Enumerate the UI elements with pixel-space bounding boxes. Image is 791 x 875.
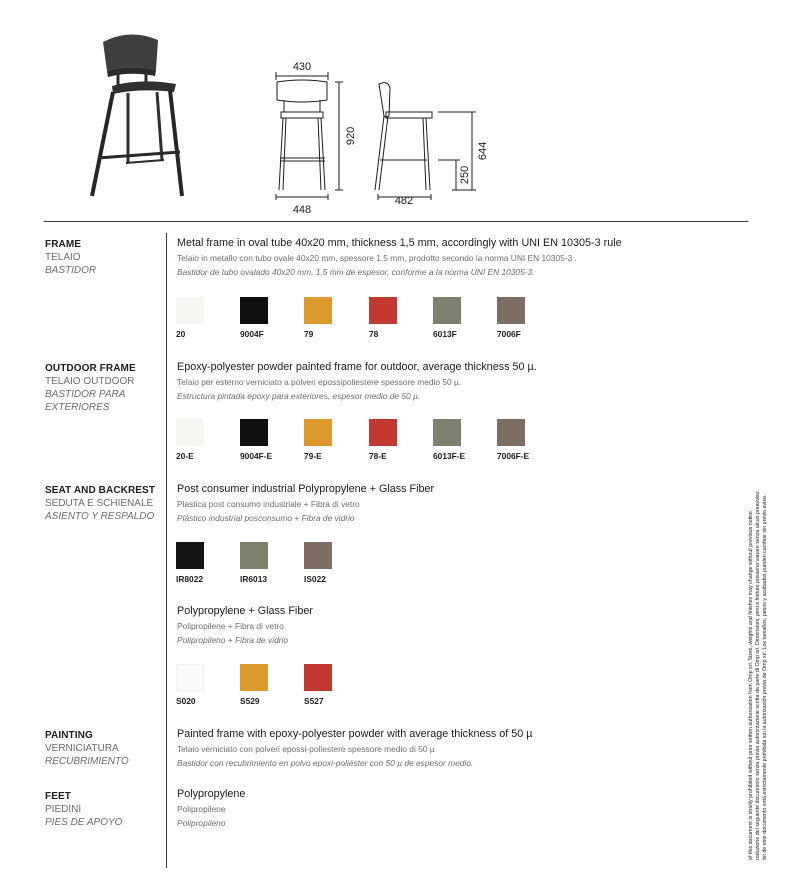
swatch-chip: [176, 542, 204, 569]
swatch-code: 7006F: [497, 329, 521, 339]
seat-description-pp: Polypropylene + Glass Fiber Polipropilene + Fibra di vetro Polipropileno + Fibra de vidrio: [177, 605, 313, 645]
swatch-chip: [176, 419, 204, 446]
swatch: [240, 664, 304, 706]
swatch-code: 9004F: [240, 329, 264, 339]
swatch-code: 78: [369, 329, 379, 339]
seat-description: Post consumer industrial Polypropylene + Glass Fiber Plastica post consumo industriale + Fibra di vetro Plástico industrial posconsumo + Fibra de vidrio: [177, 483, 435, 523]
feet-description: Polypropylene Polipropilene Polipropileno: [177, 788, 246, 828]
swatch-chip: [433, 419, 461, 446]
swatch: [369, 297, 433, 339]
swatch: [433, 297, 497, 339]
swatch: [176, 297, 240, 339]
frame-description: Metal frame in oval tube 40x20 mm, thickness 1,5 mm, accordingly with UNI EN 10305-3 rule Telaio in metallo con tubo ovale 40x20 mm, spessore 1,5 mm, prodotto secondo la norma UNI EN 10305-3 . Bastidor de tubo ovalado 40x20 mm, 1,5 mm de espesor, conforme a la norma UNI EN 10305-3.: [177, 237, 622, 277]
swatch-code: 79: [304, 329, 314, 339]
swatch-code: 79-E: [304, 451, 322, 461]
swatch-chip: [433, 297, 461, 324]
swatch: [433, 419, 497, 461]
swatch: [304, 542, 368, 584]
feet-label: FEET PIEDINI PIES DE APOYO: [45, 791, 123, 828]
swatch-chip: [240, 664, 268, 691]
swatch: [240, 542, 304, 584]
swatch-code: 9004F-E: [240, 451, 273, 461]
legal-note: [748, 300, 788, 860]
swatch-chip: [176, 664, 204, 691]
swatch-chip: [304, 542, 332, 569]
stool-photo: [92, 34, 182, 196]
swatch-code: 7006F-E: [497, 451, 530, 461]
seat-label: SEAT AND BACKREST SEDUTA E SCHIENALE ASIENTO Y RESPALDO: [45, 485, 156, 522]
swatch-chip: [304, 419, 332, 446]
swatch: [497, 419, 561, 461]
swatch-code: S020: [176, 696, 196, 706]
dim-footrest-height: 250: [459, 165, 471, 185]
swatch-code: 20: [176, 329, 186, 339]
swatch: [304, 297, 368, 339]
dim-base-depth: 482: [394, 195, 414, 207]
swatch: [176, 542, 240, 584]
product-illustrations: [0, 0, 791, 222]
swatch-chip: [497, 297, 525, 324]
swatch: [497, 297, 561, 339]
swatch-chip: [240, 542, 268, 569]
dim-total-height: 920: [345, 126, 357, 146]
dim-seat-width: 430: [292, 61, 312, 73]
legal-note-es: ón de este documento está estrictamente prohibida sin la autorización previa de Omp srl. Los tamaños, pesos y acabados pueden cambiar sin previo aviso.: [762, 494, 768, 860]
header-divider: [44, 221, 748, 222]
dim-base-width: 448: [292, 204, 312, 216]
swatch: [240, 419, 304, 461]
dim-seat-height: 644: [477, 141, 489, 161]
swatch-chip: [176, 297, 204, 324]
swatch-chip: [304, 664, 332, 691]
swatch: [304, 664, 368, 706]
swatch-code: 6013F: [433, 329, 457, 339]
swatch-code: 20-E: [176, 451, 194, 461]
frame-label: FRAME TELAIO BASTIDOR: [45, 239, 97, 276]
swatch-code: IS022: [304, 574, 326, 584]
painting-description: Painted frame with epoxy-polyester powder with average thickness of 50 µ Telaio verniciato con polveri epossi-poliestere spessore medio di 50 µ Bastidor con recubrimiento en polvo epoxi-poliéster con 50 µ de espesor medio.: [177, 728, 533, 768]
outdoor-frame-description: Epoxy-polyester powder painted frame for outdoor, average thickness 50 µ. Telaio per esterno verniciato a polveri epossipoliestere spessore medio 50 µ. Estructura pintada epoxy para exteriores, espesor medio de 50 µ.: [177, 361, 537, 401]
outdoor-frame-label: OUTDOOR FRAME TELAIO OUTDOOR BASTIDOR PARA EXTERIORES: [45, 363, 136, 413]
swatch-chip: [369, 297, 397, 324]
swatch-code: 6013F-E: [433, 451, 466, 461]
front-view-drawing: [276, 72, 343, 200]
swatch: [176, 419, 240, 461]
swatch-code: S527: [304, 696, 324, 706]
swatch: [369, 419, 433, 461]
legal-note-it: roduzione del seguente documento senza previa autorizzazione scritta da parte di Omp srl. Dimensioni, pesi e finiture possono variare senza alcun preavviso.: [755, 489, 761, 860]
legal-note-en: of this document is strictly prohibited without prior written authorization from Omp srl. Sizes, weights and finishes may change without previous notice.: [748, 509, 754, 860]
swatch-code: IR6013: [240, 574, 268, 584]
swatch: [304, 419, 368, 461]
swatch: [240, 297, 304, 339]
swatch-chip: [497, 419, 525, 446]
swatch-code: 78-E: [369, 451, 387, 461]
swatch: [176, 664, 240, 706]
swatch-code: IR8022: [176, 574, 204, 584]
column-divider: [166, 233, 167, 868]
swatch-chip: [240, 419, 268, 446]
swatch-chip: [369, 419, 397, 446]
painting-label: PAINTING VERNICIATURA RECUBRIMIENTO: [45, 730, 129, 767]
swatch-code: S529: [240, 696, 260, 706]
swatch-chip: [304, 297, 332, 324]
swatch-chip: [240, 297, 268, 324]
